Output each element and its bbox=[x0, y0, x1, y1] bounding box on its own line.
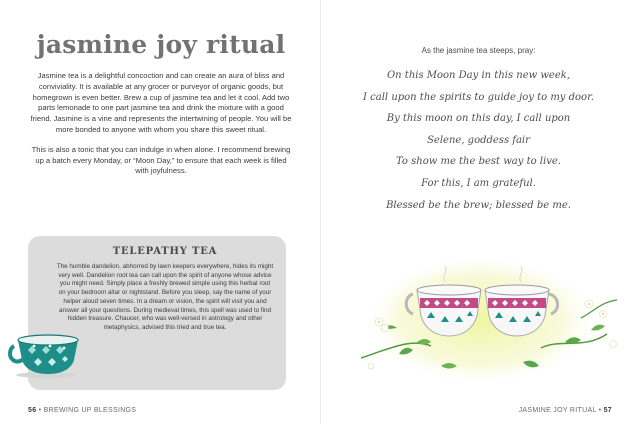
verse-line: I call upon the spirits to guide joy to my door. bbox=[363, 91, 594, 103]
prayer-verse bbox=[347, 65, 610, 216]
left-page-footer bbox=[28, 407, 136, 414]
verse-line: Blessed be the brew; blessed be me. bbox=[386, 199, 571, 211]
verse-line: To show me the best way to live. bbox=[396, 156, 561, 168]
prayer-intro: As the jasmine tea steeps, pray: bbox=[421, 46, 536, 55]
footer-separator: • bbox=[598, 407, 602, 414]
right-page bbox=[320, 0, 640, 424]
footer-separator: • bbox=[38, 407, 42, 414]
teacups-illustration bbox=[321, 238, 640, 388]
intro-paragraph: Jasmine tea is a delightful concoction and can create an aura of bliss and conviviality. It is available at any grocer or purveyor of organic goods, but homegrown is even better. Brew a cup of jasmine tea and let it cool. Add two parts lemonade to one part jasmine tea and drink the mixture with a good friend. Jasmine is a vine and represents the intertwining of people. You will be more bonded to anyone with whom you share this sweet ritual. bbox=[30, 71, 292, 134]
teal-teacup-illustration bbox=[4, 326, 88, 378]
left-page-number: 56 bbox=[28, 407, 37, 414]
sidebar-text: The humble dandelion, abhorred by lawn keepers everywhere, hides its might very well. Dandelion root tea can call upon the spirit of anyone whose advice you might need. Simply place a freshly brewed simple using this herbal root on your bedroom altar or nightstand. Before you sleep, say the name of your helper aloud seven times. In a dream or vision, the spirit will visit you and answer all your questions. During medieval times, this spell was used to find hidden treasure. Chaucer, who was well-versed in astrology and other metaphysics, advised this tried and true tea. bbox=[56, 263, 274, 331]
page-title: jasmine joy ritual bbox=[36, 30, 286, 59]
right-page-footer bbox=[519, 407, 612, 414]
right-footer-section: JASMINE JOY RITUAL bbox=[518, 407, 597, 414]
verse-line: By this moon on this day, I call upon bbox=[386, 113, 571, 125]
right-page-number: 57 bbox=[603, 407, 612, 414]
left-footer-section: BREWING UP BLESSINGS bbox=[43, 407, 137, 414]
verse-line: For this, I am grateful. bbox=[421, 177, 536, 189]
tonic-paragraph: This is also a tonic that you can indulge in when alone. I recommend brewing up a batch every Monday, or “Moon Day,” to ensure that each week is filled with joyfulness. bbox=[31, 144, 291, 176]
sidebar-title: TELEPATHY TEA bbox=[112, 246, 218, 257]
verse-line: Selene, goddess fair bbox=[427, 134, 530, 146]
verse-line: On this Moon Day in this new week, bbox=[386, 70, 570, 81]
